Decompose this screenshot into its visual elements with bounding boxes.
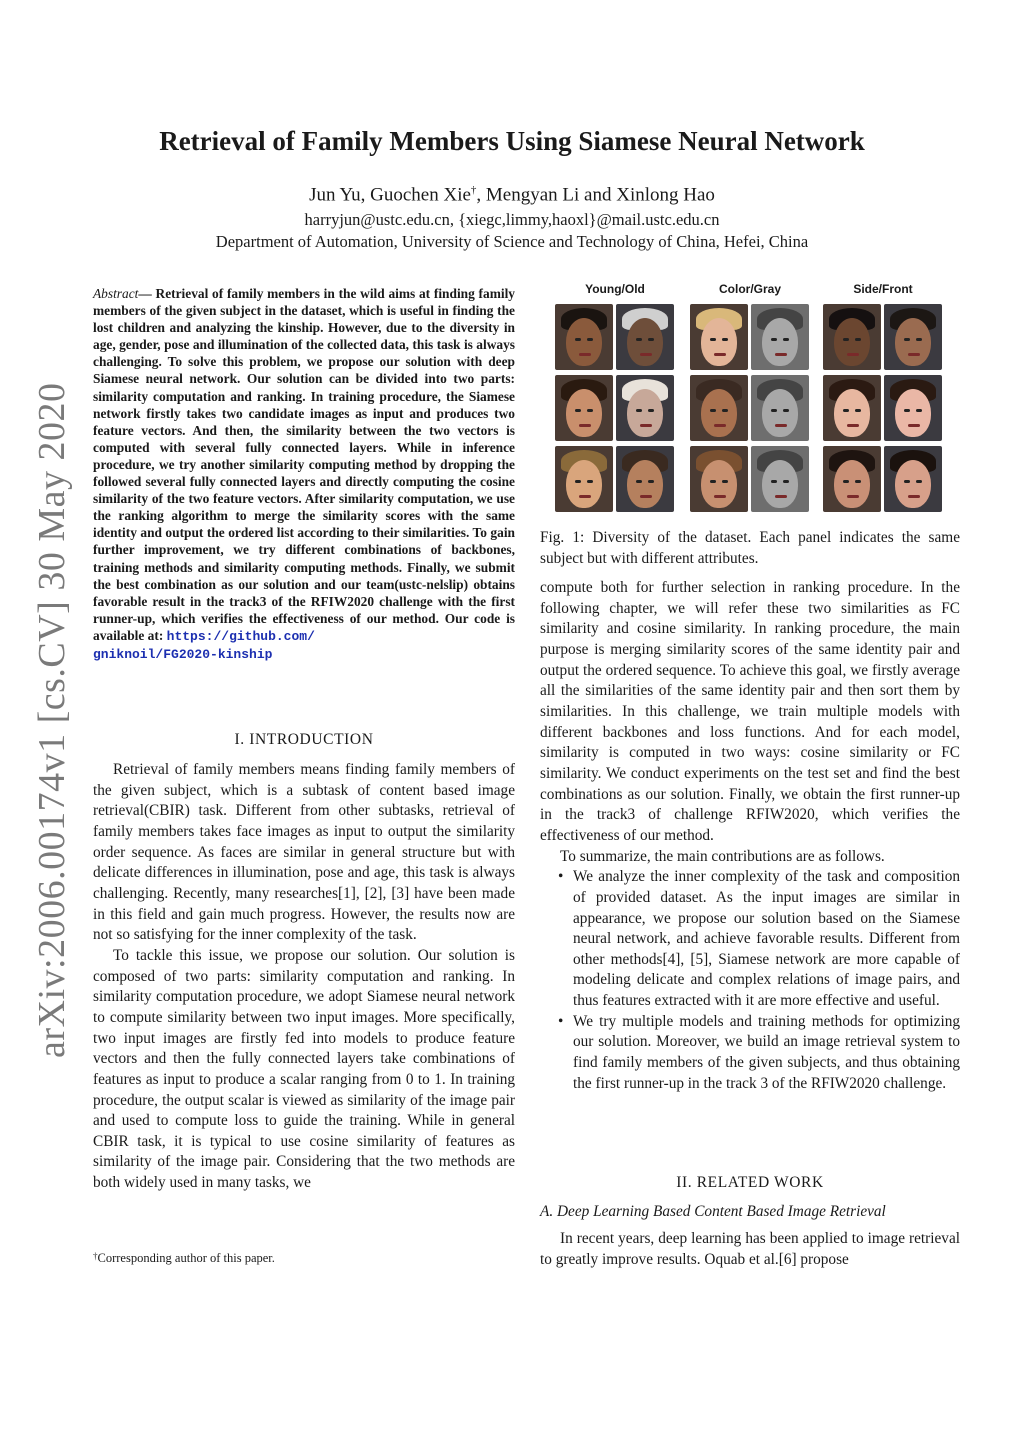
face-thumbnail [690,375,748,441]
face-eye [855,338,861,341]
intro-body [93,760,515,1194]
face-skin [701,389,737,437]
face-eye [843,409,849,412]
face-mouth [640,353,652,356]
face-mouth [714,353,726,356]
face-eye [771,338,777,341]
face-eye [771,480,777,483]
face-eye [636,338,642,341]
bullet-mark: • [558,1012,564,1030]
paper-title: Retrieval of Family Members Using Siamese Neural Network [159,126,865,156]
related-paragraph: In recent years, deep learning has been applied to image retrieval to greatly improve results. Oquab et al.[6] propose [540,1230,960,1268]
face-skin [895,318,931,366]
face-mouth [640,424,652,427]
face-skin [627,389,663,437]
face-mouth [579,495,591,498]
panel-label-side-front: Side/Front [853,282,913,296]
face-thumbnail [751,304,809,370]
face-eye [587,409,593,412]
face-skin [762,389,798,437]
face-eye [855,480,861,483]
face-skin [701,318,737,366]
face-mouth [579,353,591,356]
face-skin [627,460,663,508]
face-skin [566,389,602,437]
face-eye [648,338,654,341]
face-mouth [847,353,859,356]
face-eye [904,480,910,483]
face-eye [710,409,716,412]
face-thumbnail [555,375,613,441]
contribution-text: We analyze the inner complexity of the task and composition of provided dataset. As the input images are similar in appearance, we propose our solution based on the Siamese neural network, and achieve favorable results. Different from other methods[4], [5], Siamese network are more capable of modeling delicate and complex relations of image pairs, and thus features extracted with it are more effective and useful. [573,868,960,1010]
intro-heading: I. INTRODUCTION [234,731,374,748]
footnote-symbol: † [93,1251,98,1261]
face-skin [627,318,663,366]
face-skin [701,460,737,508]
face-eye [648,480,654,483]
face-eye [722,338,728,341]
face-eye [843,338,849,341]
face-thumbnail [884,304,942,370]
face-eye [575,409,581,412]
footnote-text: Corresponding author of this paper. [97,1251,275,1265]
face-thumbnail [823,304,881,370]
face-mouth [579,424,591,427]
face-skin [566,318,602,366]
face-eye [587,480,593,483]
face-thumbnail [823,446,881,512]
contribution-item [540,867,960,1012]
face-mouth [640,495,652,498]
face-eye [904,409,910,412]
code-link-part2[interactable]: gniknoil/FG2020-kinship [93,646,273,662]
face-eye [587,338,593,341]
face-mouth [847,424,859,427]
subsection-heading: A. Deep Learning Based Content Based Image Retrieval [540,1203,886,1220]
face-thumbnail [884,446,942,512]
face-mouth [908,353,920,356]
abstract [93,285,515,663]
contribution-list [540,867,960,1094]
face-thumbnail [823,375,881,441]
author-affiliation: Department of Automation, University of Science and Technology of China, Hefei, China [215,232,809,251]
related-work-body [540,1229,960,1270]
code-link-part1[interactable]: https://github.com/ [166,628,315,644]
face-mouth [775,495,787,498]
face-thumbnail [555,304,613,370]
face-skin [566,460,602,508]
author-line [0,184,1024,206]
face-thumbnail [751,446,809,512]
face-eye [722,409,728,412]
intro-paragraph-1: Retrieval of family members means finding family members of the given subject, which is a subtask of content based image retrieval(CBIR) task. Different from other subtasks, retrieval of family members takes face images as input to output the similarity order sequence. As faces are similar in general structure but with delicate differences in illumination, pose and age, this task is always challenging. Recently, many researches[1], [2], [3] have been made in this field and gain much progress. However, the results now are not so satisfying for the inner complexity of the task. [93,761,515,944]
face-eye [783,338,789,341]
face-thumbnail [690,446,748,512]
face-thumbnail [751,375,809,441]
face-eye [636,409,642,412]
related-work-heading: II. RELATED WORK [676,1174,824,1191]
face-eye [916,338,922,341]
summary-sentence: To summarize, the main contributions are as follows. [560,847,885,865]
face-thumbnail [884,375,942,441]
face-eye [710,338,716,341]
face-eye [916,409,922,412]
face-eye [783,409,789,412]
dagger-mark: † [470,184,477,196]
face-eye [575,480,581,483]
abstract-dash: — [138,286,156,301]
contribution-text: We try multiple models and training methods for optimizing our solution. Moreover, we build an image retrieval system to find family members of the given subjects, and thus obtaining the first runner-up in the track 3 of the RFIW2020 challenge. [573,1012,960,1092]
face-eye [722,480,728,483]
figure-1 [540,282,960,522]
intro-paragraph-2: To tackle this issue, we propose our solution. Our solution is composed of two parts: similarity computation and ranking. In similarity computation procedure, we adopt Siamese neural network to compute similarity between two input images. More specifically, two input images are firstly fed into models to produce feature vectors and then the fully connected layers take combinations of features as input to produce a scalar ranging from 0 to 1. In training procedure, the output scalar is viewed as similarity of the image pair and used to compute loss to guide the training. While in general CBIR task, it is typical to use cosine similarity of features as similarity of the image pair. Considering that the two methods are both widely used in many tasks, we [93,946,515,1192]
face-skin [895,389,931,437]
face-mouth [775,353,787,356]
arxiv-stamp: arXiv:2006.00174v1 [cs.CV] 30 May 2020 [31,382,73,1058]
face-mouth [714,424,726,427]
face-mouth [775,424,787,427]
face-thumbnail [690,304,748,370]
face-eye [783,480,789,483]
face-eye [771,409,777,412]
face-thumbnail [616,375,674,441]
contribution-item [540,1012,960,1095]
abstract-text: Retrieval of family members in the wild aims at finding family members of the given subject in the dataset, which is useful in finding the lost children and analyzing the kinship. However, due to the diversity in age, gender, pose and illumination of the collected data, this task is always challenging. To solve this problem, we propose our solution with deep Siamese neural network. Our solution can be divided into two parts: similarity computation and ranking. In training procedure, the Siamese network firstly takes two candidate images as input and produces two feature vectors. And then, the similarity between the two vectors is computed with several fully connected layers. While in inference procedure, we try another similarity computing method by dropping the followed several fully connected layers and directly computing the cosine similarity of the two feature vectors. After similarity computation, we use the ranking algorithm to merge the similarity scores with the same identity and output the ordered list according to their similarities. To gain further improvement, we try different combinations of backbones, training methods and similarity computing methods. Finally, we submit the best combination as our solution and our team(ustc-nelslip) obtains favorable result in the track3 of the RFIW2020 challenge with the first runner-up, which verifies the effectiveness of our method. Our code is available at: [93,286,515,643]
face-skin [762,460,798,508]
face-eye [904,338,910,341]
face-eye [575,338,581,341]
author-names-1: Jun Yu, Guochen Xie [309,184,471,206]
bullet-mark: • [558,868,564,886]
face-eye [916,480,922,483]
face-mouth [908,495,920,498]
footnote [93,1251,515,1266]
face-skin [834,389,870,437]
face-eye [843,480,849,483]
face-skin [834,460,870,508]
face-mouth [714,495,726,498]
face-mouth [908,424,920,427]
panel-label-color-gray: Color/Gray [718,282,781,296]
face-eye [648,409,654,412]
right-body [540,578,960,1094]
face-eye [710,480,716,483]
paragraph-continued: compute both for further selection in ranking procedure. In the following chapter, we will refer these two similarities as FC similarity and cosine similarity. In ranking procedure, the main purpose is merging similarity scores of the same identity pair and output the ordered sequence. To achieve this goal, we firstly average all the similarities of the same identity pair and then sort them by similarities. In this challenge, we train multiple models with different backbones and loss functions. And for each model, similarity is computed in two ways: cosine similarity or FC similarity. We conduct experiments on the test set and find the best combinations as our solution. Finally, we obtain the first runner-up in the track3 of challenge RFIW2020, which verifies the effectiveness of our method. [540,579,960,844]
face-skin [834,318,870,366]
face-eye [636,480,642,483]
face-thumbnail [616,446,674,512]
figure-caption: Fig. 1: Diversity of the dataset. Each panel indicates the same subject but with different attributes. [540,529,960,567]
face-thumbnail [555,446,613,512]
face-mouth [847,495,859,498]
author-emails: harryjun@ustc.edu.cn, {xiegc,limmy,haoxl}@mail.ustc.edu.cn [304,210,720,229]
face-skin [762,318,798,366]
face-thumbnail [616,304,674,370]
face-eye [855,409,861,412]
panel-label-young-old: Young/Old [585,282,645,296]
face-skin [895,460,931,508]
abstract-label: Abstract [93,286,139,301]
author-names-2: , Mengyan Li and Xinlong Hao [476,184,715,206]
